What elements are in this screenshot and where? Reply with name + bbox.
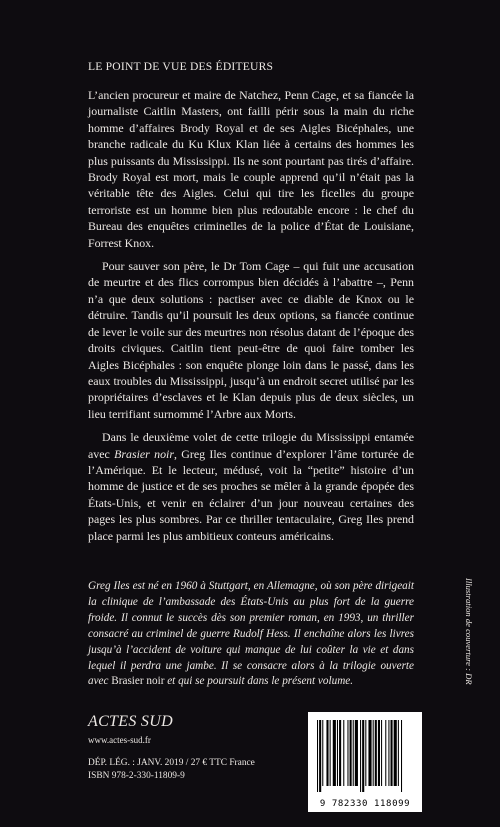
- bio-book-title: Brasier noir: [111, 675, 165, 688]
- section-heading: LE POINT DE VUE DES ÉDITEURS: [88, 60, 274, 73]
- barcode-digits: 9 782330 118099: [319, 799, 411, 809]
- isbn: ISBN 978-2-330-11809-9: [88, 770, 185, 781]
- paragraph-3-end: , Greg Iles continue d’explorer l’âme torturée de l’Amérique. Et le lecteur, médusé, voit la “petite” histoire d’un homme de justice et de ses proches se mêler à la grande épopée des États-Unis, et venir en éclairer d’un jour nouveau certaines des pages les plus sombres. Par ce thriller tentaculaire, Greg Iles prend place parmi les plus ambitieux conteurs américains.: [88, 446, 414, 543]
- blurb-paragraph-1: L’ancien procureur et maire de Natchez, Penn Cage, et sa fiancée la journaliste Caitlin Masters, ont failli périr sous la main du riche homme d’affaires Brody Royal et de ses Aigles Bicéphales, une branche radicale du Ku Klux Klan liée à certains des hommes les plus puissants du Mississippi. Ils ne sont pourtant pas tirés d’affaire. Brody Royal est mort, mais le couple apprend qu’il n’était pas la véritable tête des Aigles. Celui qui tire les ficelles du groupe terroriste est un homme bien plus redoutable encore : le chef du Bureau des enquêtes criminelles de la police d’État de Louisiane, Forrest Knox.: [88, 88, 414, 250]
- legal-info: [88, 757, 255, 782]
- isbn-barcode: [308, 712, 422, 812]
- barcode-bars: [308, 712, 422, 796]
- book-title-mention: Brasier noir: [114, 446, 174, 461]
- author-bio: [88, 579, 414, 690]
- blurb-paragraph-2: Pour sauver son père, le Dr Tom Cage – qui fuit une accusation de meurtre et des flics corrompus bien décidés à l’abattre –, Penn n’a que deux solutions : pactiser avec ce diable de Knox ou le détruire. Tandis qu’il poursuit les deux options, sa fiancée continue de lever le voile sur des meurtres non résolus datant de l’époque des droits civiques. Caitlin tient peut-être de quoi faire tomber les Aigles Bicéphales : son enquête plonge loin dans le passé, dans les eaux troubles du Mississippi, jusqu’à un endroit secret utilisé par les propriétaires d’esclaves et le Klan depuis plus de deux siècles, un lieu terrifiant surnommé l’Arbre aux Morts.: [88, 259, 414, 421]
- paragraph-3-start: Dans le deuxième volet de cette trilogie du Mississippi entamée avec: [88, 430, 414, 461]
- blurb-paragraph-3: [88, 429, 414, 544]
- publisher-logo: ACTES SUD: [88, 713, 173, 730]
- author-bio-end: et qui se poursuit dans le présent volume.: [164, 675, 354, 688]
- cover-illustration-credit: Illustration de couverture : DR: [464, 578, 474, 685]
- legal-deposit: DÉP. LÉG. : JANV. 2019 / 27 € TTC France: [88, 758, 255, 768]
- author-bio-text: Greg Iles est né en 1960 à Stuttgart, en Allemagne, où son père dirigeait la clinique de l’ambassade des États-Unis au plus fort de la guerre froide. Il connut le succès dès son premier roman, en 1993, un thriller consacré au criminel de guerre Rudolf Hess. Il enchaîne alors les livres jusqu’à l’accident de voiture qui manque de lui coûter la vie et dans lequel il perdra une jambe. Il se consacre alors à la trilogie ouverte avec: [88, 580, 414, 688]
- blurb: [88, 87, 414, 551]
- publisher-website: www.actes-sud.fr: [88, 735, 151, 745]
